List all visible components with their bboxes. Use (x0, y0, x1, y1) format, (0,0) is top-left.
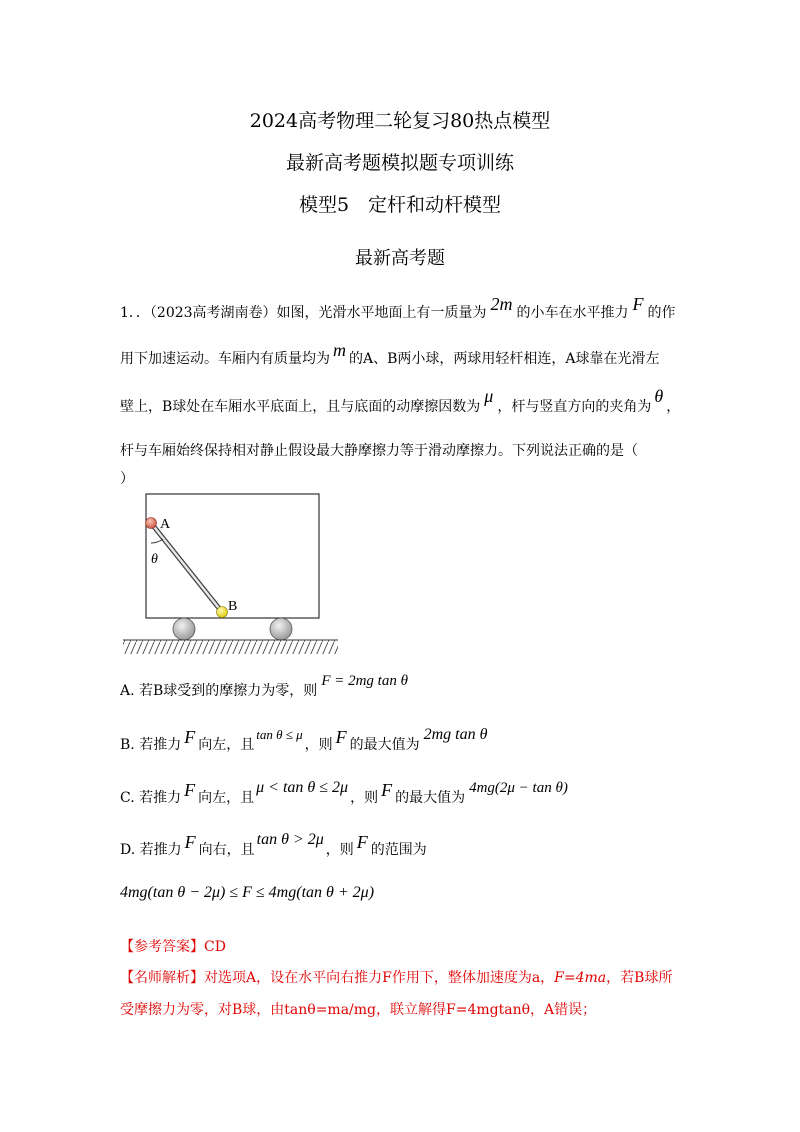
label-theta: θ (151, 552, 158, 567)
question-line-5: ） (120, 471, 134, 487)
option-a[interactable]: A. 若B球受到的摩擦力为零，则F = 2mg tan θ (120, 673, 408, 699)
question-line-3: 壁上，B球处在车厢水平底面上，且与底面的动摩擦因数为μ，杆与竖直方向的夹角为θ， (120, 386, 681, 415)
mu-symbol: μ (484, 386, 494, 406)
section-heading: 最新高考题 (355, 248, 445, 269)
option-b-condition: tan θ ≤ μ (256, 727, 303, 742)
option-b-value: 2mg tan θ (423, 726, 488, 743)
force-F: F (632, 294, 644, 314)
wheel-right (270, 618, 292, 640)
label-b: B (228, 599, 238, 614)
ground-hatch (123, 640, 338, 654)
option-d-range: 4mg(tan θ − 2μ) ≤ F ≤ 4mg(tan θ + 2μ) (120, 884, 375, 901)
ball-a (146, 518, 157, 529)
theta-symbol: θ (654, 386, 664, 406)
analysis-line-2: 受摩擦力为零，对B球，由tanθ=ma/mg，联立解得F=4mgtanθ，A错误； (120, 1002, 597, 1018)
option-c-condition: μ < tan θ ≤ 2μ (256, 779, 349, 796)
mass-m: m (333, 340, 346, 360)
option-b[interactable]: B. 若推力 F 向左，且tan θ ≤ μ，则 F 的最大值为2mg tan θ (120, 726, 488, 753)
doc-title: 2024高考物理二轮复习80热点模型 (249, 110, 551, 132)
question-line-4: 杆与车厢始终保持相对静止假设最大静摩擦力等于滑动摩擦力。下列说法正确的是（ (120, 443, 638, 459)
option-d-condition: tan θ > 2μ (256, 831, 324, 848)
label-a: A (160, 517, 171, 532)
reference-answer: 【参考答案】CD (120, 939, 226, 955)
analysis-line-1: 【名师解析】对选项A，设在水平向右推力F作用下，整体加速度为a，F=4ma，若B球所 (120, 970, 673, 986)
option-c-value: 4mg(2μ − tan θ) (469, 780, 568, 796)
cart-figure (118, 488, 343, 660)
question-line-1: 1．．（2023高考湖南卷）如图，光滑水平地面上有一质量为 2m 的小车在水平推力 F 的作 (120, 294, 676, 321)
model-title: 模型5 定杆和动杆模型 (298, 194, 502, 216)
mass-2m: 2m (490, 294, 513, 314)
option-d[interactable]: D. 若推力 F 向右，且tan θ > 2μ，则 F 的范围为 (120, 831, 427, 858)
ball-b (217, 607, 228, 618)
option-a-formula: F = 2mg tan θ (321, 673, 408, 689)
option-c[interactable]: C. 若推力 F 向左，且μ < tan θ ≤ 2μ，则 F 的最大值为4mg(2μ − tan θ) (120, 779, 568, 806)
question-line-2: 用下加速运动。车厢内有质量均为 m 的A、B两小球，两球用轻杆相连，A球靠在光滑左 (120, 340, 660, 367)
wheel-left (173, 618, 195, 640)
doc-subtitle: 最新高考题模拟题专项训练 (285, 152, 514, 174)
